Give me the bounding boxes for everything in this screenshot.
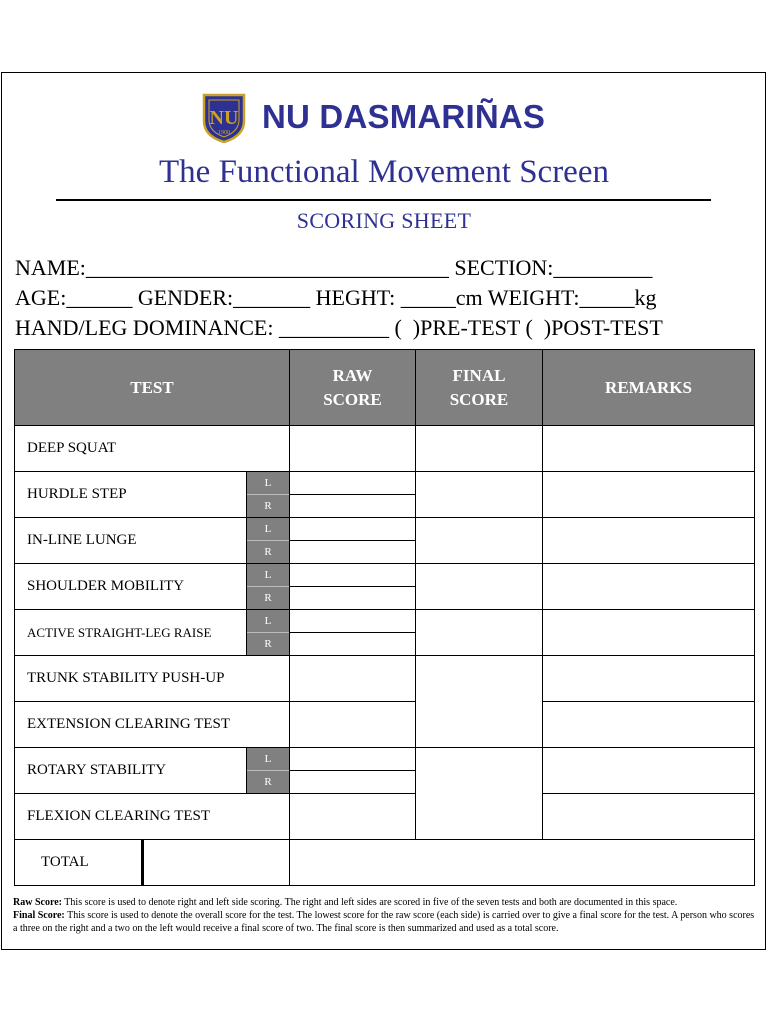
raw-score-left-cell[interactable] [290,586,415,587]
raw-score-cell[interactable] [290,426,416,472]
age-gender-height-weight-line[interactable]: AGE:______ GENDER:_______ HEGHT: _____cm WEIGHT:_____kg [15,285,657,310]
raw-score-left-cell[interactable] [290,770,415,771]
total-remarks-cell[interactable] [290,840,755,886]
test-label: FLEXION CLEARING TEST [15,794,290,840]
scoring-table [14,349,755,886]
university-seal-icon [200,91,248,143]
remarks-cell[interactable] [543,748,755,794]
raw-score-left-cell[interactable] [290,494,415,495]
header-final-score: FINAL SCORE [416,350,543,426]
final-score-cell-merged[interactable] [416,748,543,840]
remarks-cell[interactable] [543,472,755,518]
table-row [15,426,755,472]
test-label: IN-LINE LUNGE [27,532,137,548]
test-label: SHOULDER MOBILITY [27,578,185,594]
table-header-row [15,350,755,426]
table-row [15,794,755,840]
side-left-label: L [247,610,289,633]
header-test: TEST [15,350,290,426]
remarks-cell[interactable] [543,426,755,472]
header-remarks: REMARKS [543,350,755,426]
test-label: EXTENSION CLEARING TEST [15,702,290,748]
logo-row [200,90,545,144]
table-row [15,748,755,794]
scoring-notes [13,896,758,935]
raw-score-cell[interactable] [290,656,416,702]
page-title: The Functional Movement Screen [159,154,609,190]
total-row [15,840,755,886]
final-score-cell[interactable] [416,426,543,472]
seal-year: 1900 [218,130,230,136]
test-label: ROTARY STABILITY [27,762,167,778]
side-left-label: L [247,518,289,541]
remarks-cell[interactable] [543,702,755,748]
page-subtitle: SCORING SHEET [296,208,472,233]
dominance-pretest-posttest-line[interactable]: HAND/LEG DOMINANCE: __________ ( )PRE-TEST ( )POST-TEST [15,315,663,340]
final-score-cell[interactable] [416,472,543,518]
brand-name: NU DASMARIÑAS [262,98,546,135]
side-left-label: L [247,564,289,587]
table-row [15,610,755,656]
final-score-cell[interactable] [416,518,543,564]
title-divider [56,199,711,201]
final-score-note: Final Score: This score is used to denote the overall score for the test. The lowest score for the raw score (each side) is carried over to give a final score for the test. A person who scores a three on the right and a two on the left would receive a final score of two. The final score is then summarized and used as a total score. [13,910,755,934]
final-score-cell[interactable] [416,610,543,656]
remarks-cell[interactable] [543,794,755,840]
table-row [15,702,755,748]
side-right-label: R [247,541,289,563]
side-right-label: R [247,633,289,655]
test-label: HURDLE STEP [27,486,127,502]
raw-score-left-cell[interactable] [290,632,415,633]
test-label: ACTIVE STRAIGHT-LEG RAISE [27,624,212,640]
total-score-cell[interactable] [144,840,289,885]
raw-score-left-cell[interactable] [290,540,415,541]
header-raw-score: RAW SCORE [290,350,416,426]
table-row [15,564,755,610]
test-label: TRUNK STABILITY PUSH-UP [15,656,290,702]
side-left-label: L [247,748,289,771]
table-row [15,518,755,564]
side-left-label: L [247,472,289,495]
side-right-label: R [247,771,289,793]
side-right-label: R [247,587,289,609]
final-score-cell[interactable] [416,564,543,610]
table-row [15,656,755,702]
raw-score-note: Raw Score: This score is used to denote right and left side scoring. The right and left sides are scored in five of the seven tests and both are documented in this space. [13,897,678,908]
remarks-cell[interactable] [543,656,755,702]
total-label: TOTAL [15,840,144,885]
table-row [15,472,755,518]
final-score-cell-merged[interactable] [416,656,543,748]
name-section-line[interactable]: NAME:_________________________________ SECTION:_________ [15,255,653,280]
remarks-cell[interactable] [543,564,755,610]
seal-letters: NU [209,107,239,129]
raw-score-cell[interactable] [290,702,416,748]
test-label: DEEP SQUAT [15,426,290,472]
side-right-label: R [247,495,289,517]
remarks-cell[interactable] [543,610,755,656]
remarks-cell[interactable] [543,518,755,564]
raw-score-cell[interactable] [290,794,416,840]
